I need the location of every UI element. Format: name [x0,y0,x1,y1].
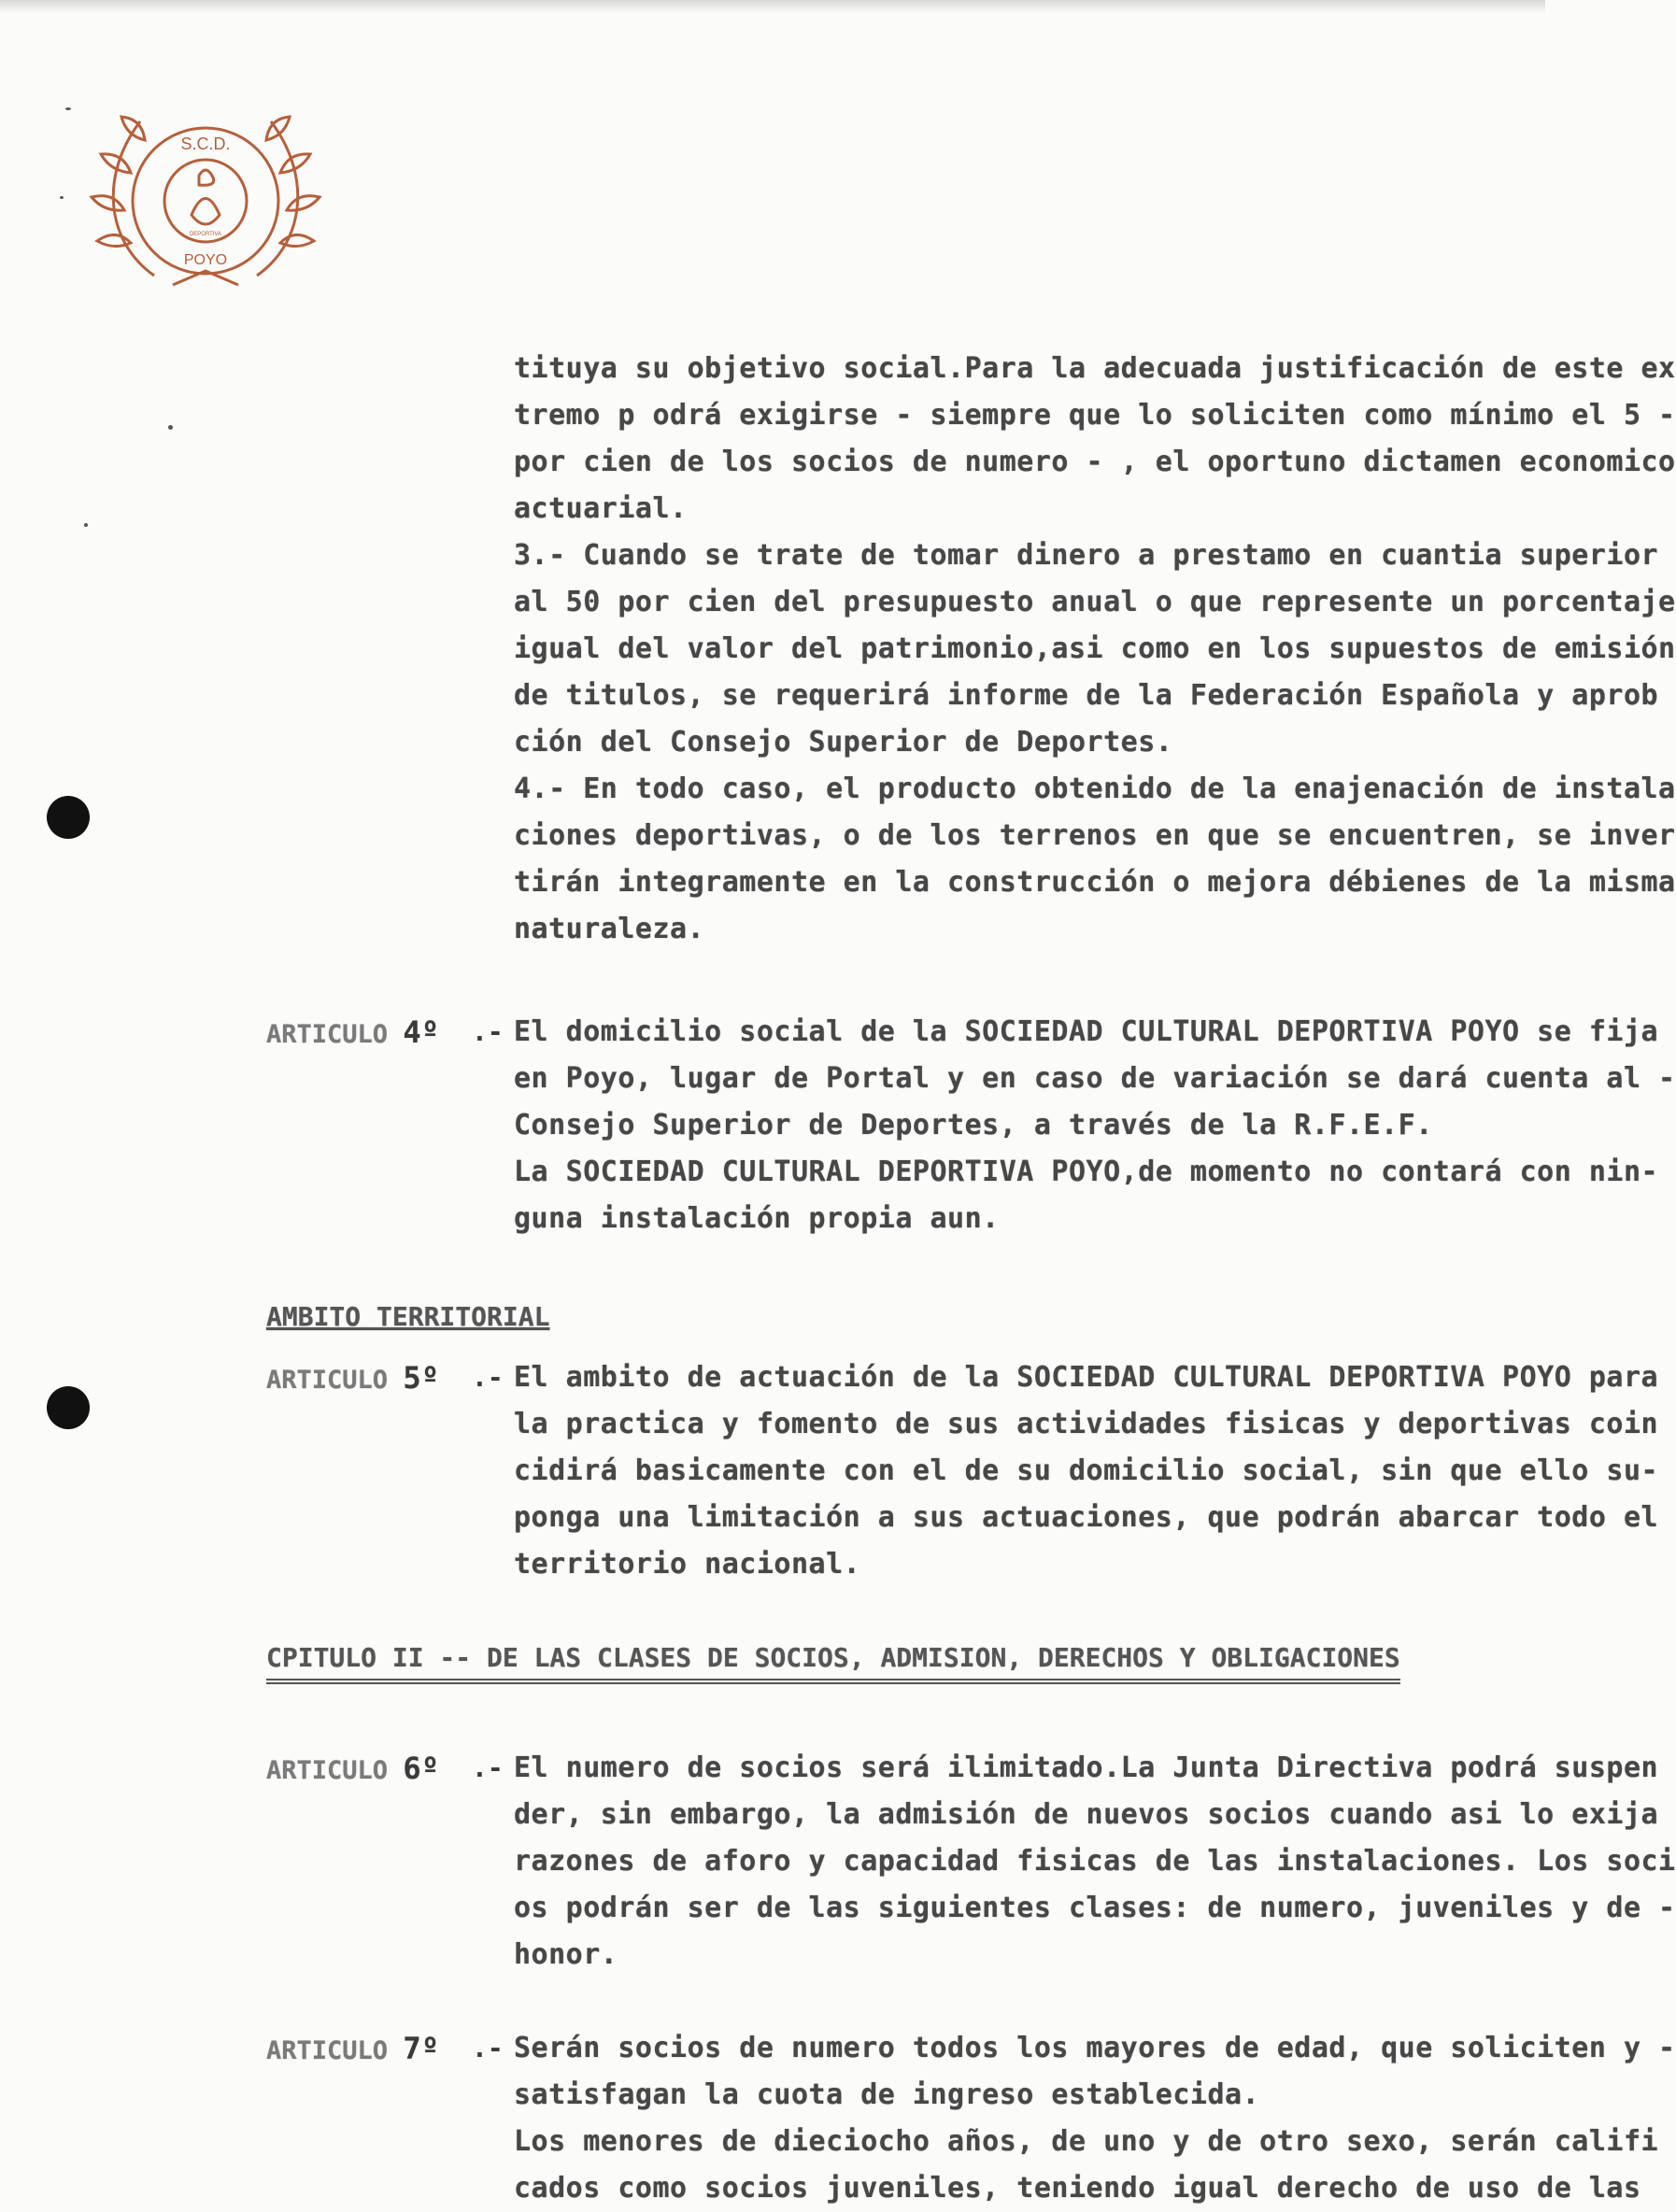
punch-hole [47,796,90,839]
text-line: ción del Consejo Superior de Deportes. [514,726,1173,759]
article-dash: .- [472,1016,504,1047]
text-line: tremo p odrá exigirse - siempre que lo soliciten como mínimo el 5 - [514,399,1676,432]
seal-top-text: S.C.D. [180,135,231,153]
text-line: igual del valor del patrimonio,asi como en los supuestos de emisión [514,632,1676,665]
text-line: en Poyo, lugar de Portal y en caso de variación se dará cuenta al - [514,1062,1676,1095]
speck [168,425,173,430]
article-dash: .- [472,1752,504,1783]
text-line: territorio nacional. [514,1548,861,1581]
article-label-text: ARTICULO [266,2036,389,2065]
text-line: cados como socios juveniles, teniendo igual derecho de uso de las [514,2172,1641,2205]
article-label-text: ARTICULO [266,1756,389,1785]
text-line: der, sin embargo, la admisión de nuevos socios cuando asi lo exija [514,1798,1659,1831]
seal-svg [89,84,322,318]
article-dash: .- [472,1362,504,1393]
text-line: El domicilio social de la SOCIEDAD CULTURAL DEPORTIVA POYO se fija [514,1015,1659,1048]
article-5-body [514,1354,1659,1588]
article-number: 6º [403,1751,439,1786]
article-number: 4º [403,1014,439,1050]
text-line: tirán integramente en la construcción o mejora débienes de la misma [514,866,1676,899]
text-line: honor. [514,1938,618,1971]
chapter-heading: CPITULO II -- DE LAS CLASES DE SOCIOS, ADMISION, DERECHOS Y OBLIGACIONES [266,1638,1400,1684]
article-5-label [266,1354,439,1401]
club-seal-logo [89,84,322,318]
text-line: Serán socios de numero todos los mayores de edad, que soliciten y - [514,2032,1676,2064]
speck [65,107,71,110]
text-line: por cien de los socios de numero - , el oportuno dictamen economico [514,446,1676,478]
text-line: 4.- En todo caso, el producto obtenido de la enajenación de instala [514,773,1676,805]
text-line: ciones deportivas, o de los terrenos en que se encuentren, se inver [514,819,1676,852]
article-label-text: ARTICULO [266,1366,389,1395]
text-line: naturaleza. [514,913,705,945]
section-heading-ambito: AMBITO TERRITORIAL [266,1301,550,1332]
text-line: al 50 por cien del presupuesto anual o que represente un porcentaje [514,586,1676,618]
text-line: Los menores de dieciocho años, de uno y de otro sexo, serán califi [514,2125,1659,2158]
article-dash: .- [472,2033,504,2063]
text-line: cidirá basicamente con el de su domicilio social, sin que ello su- [514,1454,1659,1487]
page-top-edge [0,0,1545,13]
continuation-paragraph [514,346,1676,953]
article-7-body [514,2025,1676,2212]
article-4-label [266,1009,439,1056]
text-line: Consejo Superior de Deportes, a través de la R.F.E.F. [514,1109,1433,1141]
article-6-body [514,1745,1676,1978]
article-6-label [266,1745,439,1792]
text-line: satisfagan la cuota de ingreso establecida. [514,2078,1260,2111]
text-line: actuarial. [514,492,688,525]
text-line: tituya su objetivo social.Para la adecuada justificación de este ex [514,352,1676,385]
text-line: la practica y fomento de sus actividades fisicas y deportivas coin [514,1408,1659,1440]
text-line: ponga una limitación a sus actuaciones, que podrán abarcar todo el [514,1501,1659,1534]
text-line: La SOCIEDAD CULTURAL DEPORTIVA POYO,de momento no contará con nin- [514,1156,1659,1188]
punch-hole [47,1386,90,1429]
text-line: razones de aforo y capacidad fisicas de las instalaciones. Los soci [514,1845,1676,1878]
text-line: os podrán ser de las siguientes clases: de numero, juveniles y de - [514,1892,1676,1924]
text-line: 3.- Cuando se trate de tomar dinero a prestamo en cuantia superior [514,539,1659,572]
article-7-label [266,2025,439,2072]
text-line: guna instalación propia aun. [514,1202,1000,1235]
article-4-body [514,1009,1676,1242]
article-number: 7º [403,2031,439,2066]
article-number: 5º [403,1360,439,1396]
text-line: de titulos, se requerirá informe de la Federación Española y aprob [514,679,1659,712]
text-line: El ambito de actuación de la SOCIEDAD CULTURAL DEPORTIVA POYO para [514,1361,1659,1394]
speck [60,196,64,199]
speck [84,523,88,527]
seal-bottom-text: POYO [183,252,228,268]
article-label-text: ARTICULO [266,1020,389,1049]
seal-small-text: DEPORTIVA [189,232,222,237]
text-line: El numero de socios será ilimitado.La Junta Directiva podrá suspen [514,1751,1659,1784]
